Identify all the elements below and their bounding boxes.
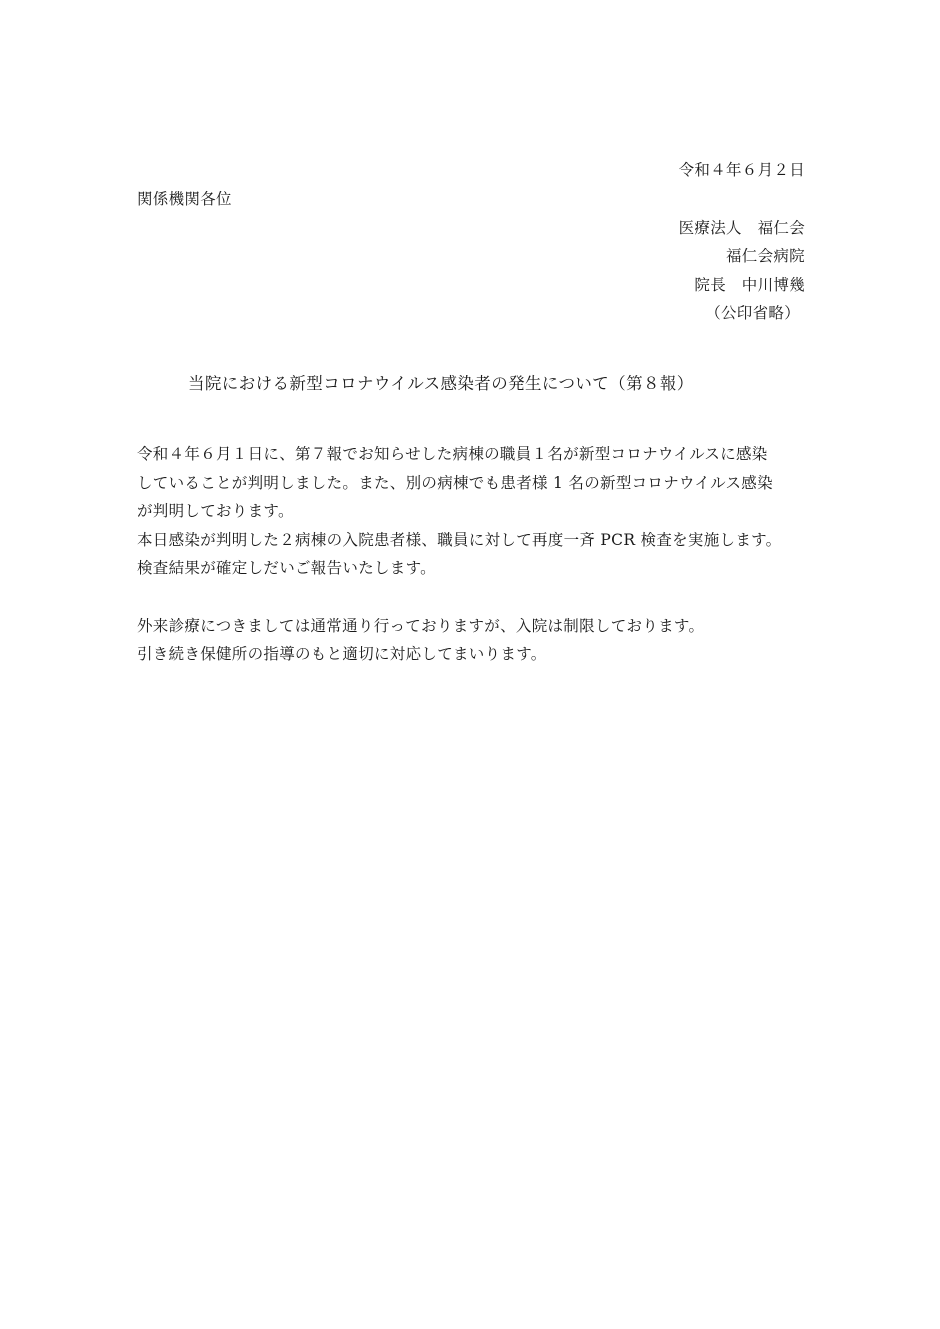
body-line: が判明しております。 — [137, 502, 294, 520]
sender-director: 院長 中川博幾 — [694, 276, 805, 294]
body-line: 検査結果が確定しだいご報告いたします。 — [137, 559, 436, 577]
body-line: 本日感染が判明した２病棟の入院患者様、職員に対して再度一斉 PCR 検査を実施します。 — [137, 531, 782, 549]
body-line: していることが判明しました。また、別の病棟でも患者様 1 名の新型コロナウイルス感染 — [137, 474, 773, 492]
body-line: 引き続き保健所の指導のもと適切に対応してまいります。 — [137, 645, 547, 663]
body-line: 令和４年６月１日に、第７報でお知らせした病棟の職員１名が新型コロナウイルスに感染 — [137, 445, 768, 463]
document-date: 令和４年６月２日 — [678, 161, 805, 179]
sender-organization: 医療法人 福仁会 — [678, 219, 805, 237]
body-line: 外来診療につきましては通常通り行っておりますが、入院は制限しております。 — [137, 617, 705, 635]
seal-note: （公印省略） — [705, 304, 800, 322]
addressee: 関係機関各位 — [137, 190, 232, 208]
document-title: 当院における新型コロナウイルス感染者の発生について（第８報） — [188, 374, 694, 393]
sender-hospital: 福仁会病院 — [725, 247, 805, 265]
